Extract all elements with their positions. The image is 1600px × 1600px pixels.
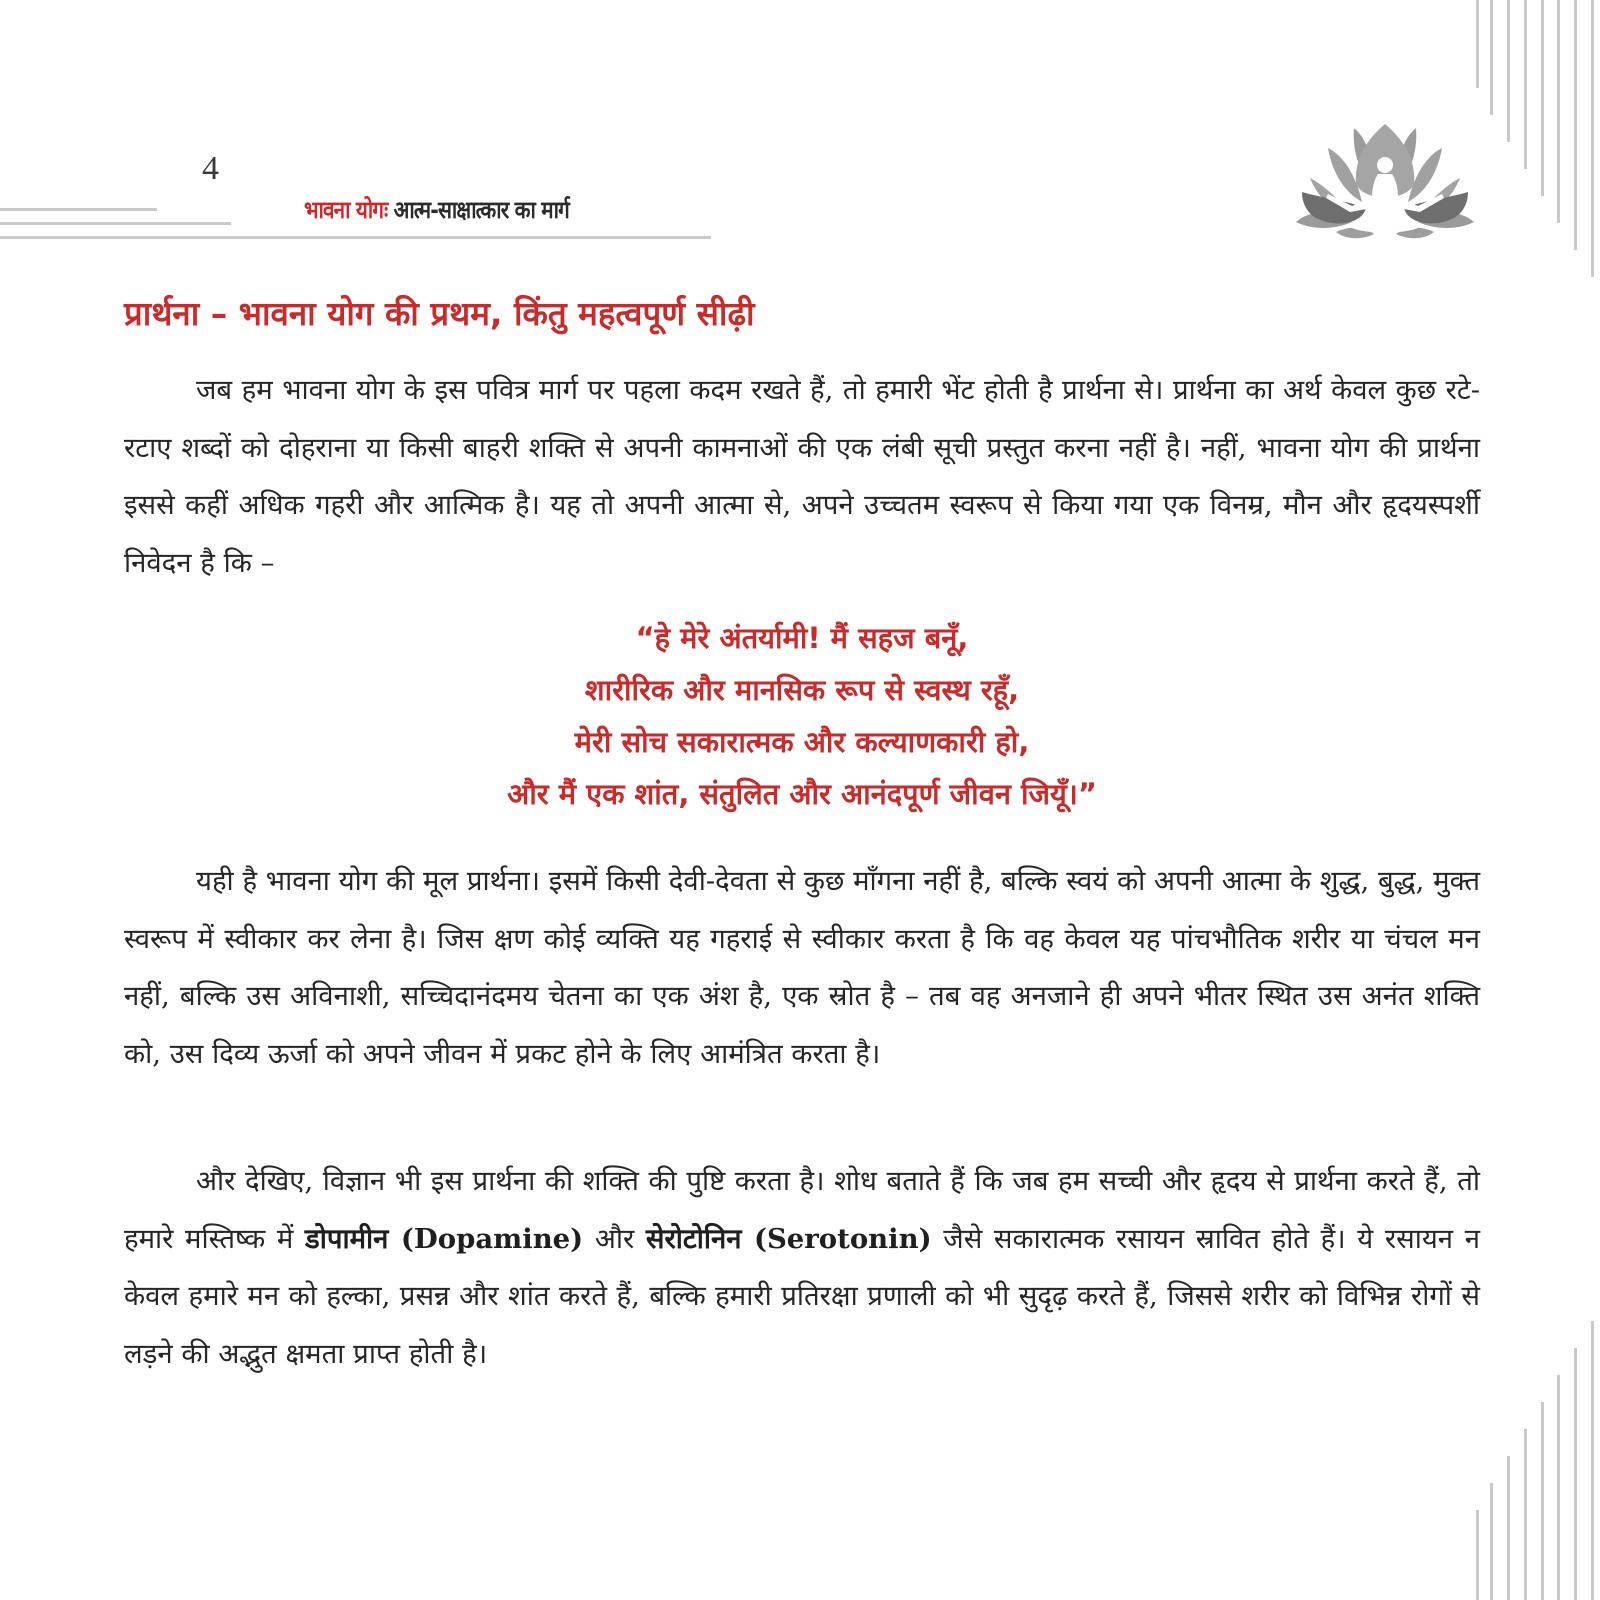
decor-line [1524,1429,1527,1600]
paragraph-2 [124,853,1480,1083]
paragraph-3-text [124,1153,1480,1383]
header-rule-long [0,236,711,239]
decor-line [1591,1321,1594,1600]
prayer-line: और मैं एक शांत, संतुलित और आनंदपूर्ण जीवन जियूँ।” [507,777,1097,811]
running-title-rest: आत्म-साक्षात्कार का मार्ग [387,196,569,224]
decor-line [1557,0,1560,223]
prayer-line: शारीरिक और मानसिक रूप से स्वस्थ रहूँ, [584,673,1020,707]
decor-line [1591,0,1594,277]
paragraph-2-text: यही है भावना योग की मूल प्रार्थना। इसमें किसी देवी-देवता से कुछ माँगना नहीं है, बल्कि स्वयं को अपनी आत्मा के शुद्ध, बुद्ध, मुक्त स्वरूप में स्वीकार कर लेना है। जिस क्षण कोई व्यक्ति यह गहराई से स्वीकार करता है कि वह केवल यह पांचभौतिक शरीर या चंचल मन नहीं, बल्कि उस अविनाशी, सच्चिदानंदमय चेतना का एक अंश है, एक स्रोत है – तब वह अनजाने ही अपने भीतर स्थित उस अनंत शक्ति को, उस दिव्य ऊर्जा को अपने जीवन में प्रकट होने के लिए आमंत्रित करता है। [124,865,1480,1070]
section-heading: प्रार्थना – भावना योग की प्रथम, किंतु महत्वपूर्ण सीढ़ी [124,294,755,333]
decor-line [1490,0,1493,115]
header-rule-medium [0,222,231,225]
running-title-accent: भावना योगः [304,196,388,224]
decor-line [1476,0,1479,88]
paragraph-3-part-c: जैसे सकारात्मक रसायन स्रावित होते हैं। ये रसायन न केवल हमारे मन को हल्का, प्रसन्न और शांत करते हैं, बल्कि हमारी प्रतिरक्षा प्रणाली को भी सुदृढ़ करते हैं, जिससे शरीर को विभिन्न रोगों से लड़ने की अद्भुत क्षमता प्राप्त होती है। [124,1222,1480,1370]
page-number: 4 [202,150,219,187]
decor-line [1507,1456,1510,1600]
lotus-meditation-icon [1292,122,1478,242]
prayer-line: “हे मेरे अंतर्यामी! मैं सहज बनूँ, [635,621,969,655]
decor-line [1507,0,1510,142]
decor-line [1557,1375,1560,1600]
term-dopamine: डोपामीन (Dopamine) [305,1222,584,1255]
decor-line [1574,0,1577,250]
prayer-quote [124,612,1480,820]
running-title [304,198,569,222]
paragraph-3-part-a: और देखिए, विज्ञान भी इस प्रार्थना की शक्ति की पुष्टि करता है। शोध बताते हैं कि जब हम सच्ची और हृदय से प्रार्थना करते हैं, तो हमारे मस्तिष्क में [124,1165,1480,1255]
header-rule-short [0,208,157,211]
paragraph-3 [124,1153,1480,1383]
term-serotonin: सेरोटोनिन (Serotonin) [645,1222,932,1255]
decor-line [1574,1348,1577,1600]
paragraph-1-text: जब हम भावना योग के इस पवित्र मार्ग पर पहला कदम रखते हैं, तो हमारी भेंट होती है प्रार्थना से। प्रार्थना का अर्थ केवल कुछ रटे-रटाए शब्दों को दोहराना या किसी बाहरी शक्ति से अपनी कामनाओं की एक लंबी सूची प्रस्तुत करना नहीं है। नहीं, भावना योग की प्रार्थना इससे कहीं अधिक गहरी और आत्मिक है। यह तो अपनी आत्मा से, अपने उच्चतम स्वरूप से किया गया एक विनम्र, मौन और हृदयस्पर्शी निवेदन है कि – [124,374,1480,579]
decor-line [1524,0,1527,169]
decor-line [1541,0,1544,196]
paragraph-1 [124,362,1480,592]
decor-line [1541,1402,1544,1600]
decor-line [1490,1483,1493,1600]
paragraph-3-part-b: और [583,1222,646,1255]
prayer-line: मेरी सोच सकारात्मक और कल्याणकारी हो, [574,725,1030,759]
decor-line [1476,1510,1479,1600]
